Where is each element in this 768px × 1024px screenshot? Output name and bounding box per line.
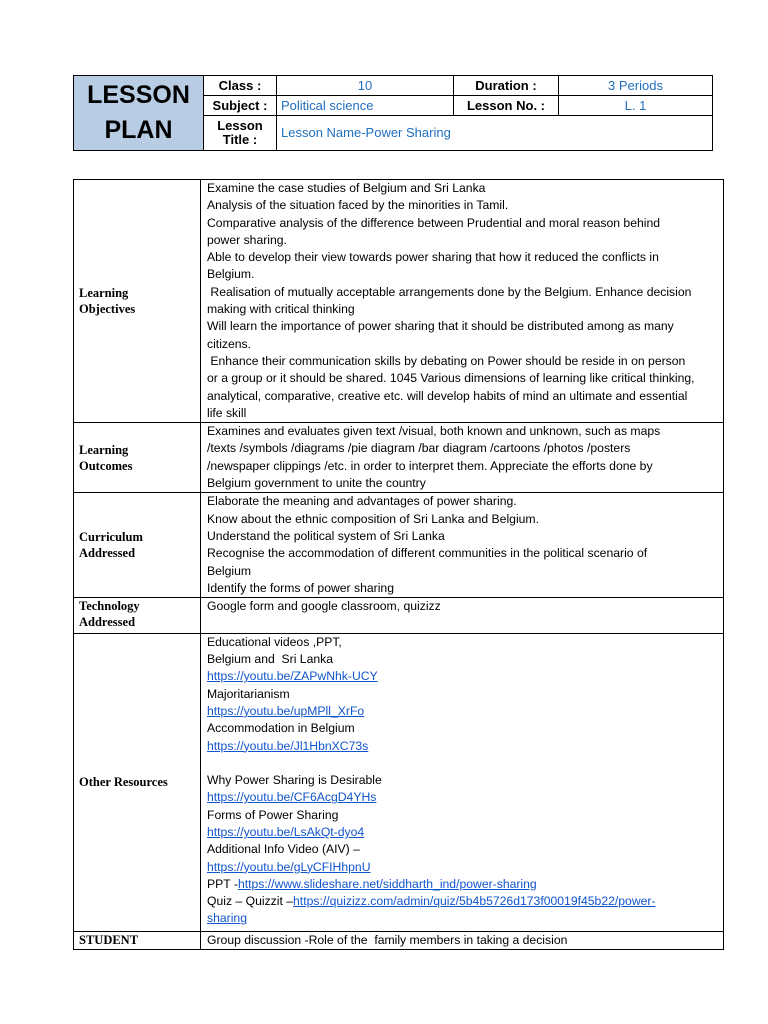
objective-line: Belgium. xyxy=(207,267,255,282)
objective-line: Comparative analysis of the difference between Prudential and moral reason behind xyxy=(207,215,661,230)
outcome-line: /texts /symbols /diagrams /pie diagram /bar diagram /cartoons /photos /posters xyxy=(207,441,631,456)
technology-heading-1: Technology xyxy=(79,599,140,614)
student-text: Group discussion -Role of the family members in taking a decision xyxy=(207,932,568,947)
video-link-majoritarianism[interactable]: https://youtu.be/upMPll_XrFo xyxy=(207,703,365,718)
technology-row xyxy=(74,598,724,634)
quiz-link-continued[interactable]: sharing xyxy=(207,911,247,926)
video-link-aiv[interactable]: https://youtu.be/gLyCFIHhpnU xyxy=(207,859,371,874)
learning-outcomes-row xyxy=(74,423,724,493)
lesson-title-label-2: Title : xyxy=(222,132,258,147)
learning-objectives-heading xyxy=(74,180,201,423)
curriculum-heading xyxy=(74,493,201,598)
outcome-line: /newspaper clippings /etc. in order to interpret them. Appreciate the efforts done by xyxy=(207,458,653,473)
resource-text: Educational videos ,PPT, xyxy=(207,634,342,649)
lesson-no-value: L. 1 xyxy=(559,96,713,116)
curriculum-row xyxy=(74,493,724,598)
learning-outcomes-heading-1: Learning xyxy=(79,442,129,457)
learning-outcomes-content xyxy=(201,423,724,493)
curriculum-line: Identify the forms of power sharing xyxy=(207,580,394,595)
other-resources-heading: Other Resources xyxy=(74,633,201,931)
resource-text: Forms of Power Sharing xyxy=(207,807,339,822)
objective-line: Realisation of mutually acceptable arrangements done by the Belgium. Enhance decision xyxy=(207,284,692,299)
video-link-belgium-srilanka[interactable]: https://youtu.be/ZAPwNhk-UCY xyxy=(207,669,378,684)
outcome-line: Belgium government to unite the country xyxy=(207,476,426,491)
technology-heading-2: Addressed xyxy=(79,615,136,630)
other-resources-content xyxy=(201,633,724,931)
lesson-no-label: Lesson No. : xyxy=(454,96,559,116)
lesson-plan-header xyxy=(73,75,713,151)
learning-objectives-heading-1: Learning xyxy=(79,286,129,301)
objective-line: making with critical thinking xyxy=(207,302,355,317)
curriculum-line: Elaborate the meaning and advantages of power sharing. xyxy=(207,494,517,509)
video-link-forms[interactable]: https://youtu.be/LsAkQt-dyo4 xyxy=(207,824,365,839)
curriculum-heading-1: Curriculum xyxy=(79,530,143,545)
video-link-desirable[interactable]: https://youtu.be/CF6AcgD4YHs xyxy=(207,790,377,805)
objective-line: Able to develop their view towards power sharing that how it reduced the conflicts in xyxy=(207,250,659,265)
learning-objectives-content xyxy=(201,180,724,423)
student-row xyxy=(74,931,724,949)
subject-label: Subject : xyxy=(204,96,277,116)
learning-outcomes-heading xyxy=(74,423,201,493)
lesson-title-label xyxy=(204,116,277,151)
outcome-line: Examines and evaluates given text /visual, both known and unknown, such as maps xyxy=(207,424,661,439)
curriculum-line: Understand the political system of Sri Lanka xyxy=(207,528,445,543)
duration-label: Duration : xyxy=(454,76,559,96)
objective-line: citizens. xyxy=(207,336,252,351)
objective-line: Examine the case studies of Belgium and Sri Lanka xyxy=(207,181,486,195)
resource-text: Additional Info Video (AIV) – xyxy=(207,842,360,857)
title-line-1: LESSON xyxy=(87,81,190,109)
curriculum-content xyxy=(201,493,724,598)
objective-line: Will learn the importance of power sharing that it should be distributed among as many xyxy=(207,319,674,334)
other-resources-row xyxy=(74,633,724,931)
curriculum-line: Belgium xyxy=(207,563,252,578)
class-label: Class : xyxy=(204,76,277,96)
resource-text: Majoritarianism xyxy=(207,686,290,701)
lesson-plan-title xyxy=(74,76,204,151)
technology-text: Google form and google classroom, quizizz xyxy=(207,599,441,614)
lesson-details-table xyxy=(73,179,724,950)
technology-heading xyxy=(74,598,201,634)
curriculum-heading-2: Addressed xyxy=(79,546,136,561)
student-heading: STUDENT xyxy=(74,931,201,949)
title-line-2: PLAN xyxy=(104,116,173,144)
lesson-title-label-1: Lesson xyxy=(217,118,263,133)
objective-line: analytical, comparative, creative etc. will develop habits of mind an ultimate and essential xyxy=(207,388,688,403)
class-value: 10 xyxy=(277,76,454,96)
lesson-title-value: Lesson Name-Power Sharing xyxy=(277,116,713,151)
resource-text: Why Power Sharing is Desirable xyxy=(207,773,382,788)
objective-line: or a group or it should be shared. 1045 Various dimensions of learning like critical thinking, xyxy=(207,371,695,386)
ppt-prefix: PPT - xyxy=(207,876,238,891)
quiz-prefix: Quiz – Quizzit – xyxy=(207,894,294,909)
curriculum-line: Recognise the accommodation of different communities in the political scenario of xyxy=(207,546,648,561)
ppt-link[interactable]: https://www.slideshare.net/siddharth_ind/power-sharing xyxy=(237,876,537,891)
objective-line: life skill xyxy=(207,405,247,420)
student-content xyxy=(201,931,724,949)
objective-line: Enhance their communication skills by debating on Power should be reside in on person xyxy=(207,353,686,368)
learning-objectives-row xyxy=(74,180,724,423)
technology-content xyxy=(201,598,724,634)
curriculum-line: Know about the ethnic composition of Sri Lanka and Belgium. xyxy=(207,511,539,526)
learning-objectives-heading-2: Objectives xyxy=(79,302,136,317)
learning-outcomes-heading-2: Outcomes xyxy=(79,458,133,473)
quiz-link[interactable]: https://quizizz.com/admin/quiz/5b4b5726d173f00019f45b22/power- xyxy=(293,894,656,909)
video-link-accommodation[interactable]: https://youtu.be/Jl1HbnXC73s xyxy=(207,738,369,753)
objective-line: Analysis of the situation faced by the minorities in Tamil. xyxy=(207,198,509,213)
objective-line: power sharing. xyxy=(207,232,287,247)
duration-value: 3 Periods xyxy=(559,76,713,96)
resource-text: Accommodation in Belgium xyxy=(207,721,355,736)
subject-value: Political science xyxy=(277,96,454,116)
resource-text: Belgium and Sri Lanka xyxy=(207,652,334,667)
